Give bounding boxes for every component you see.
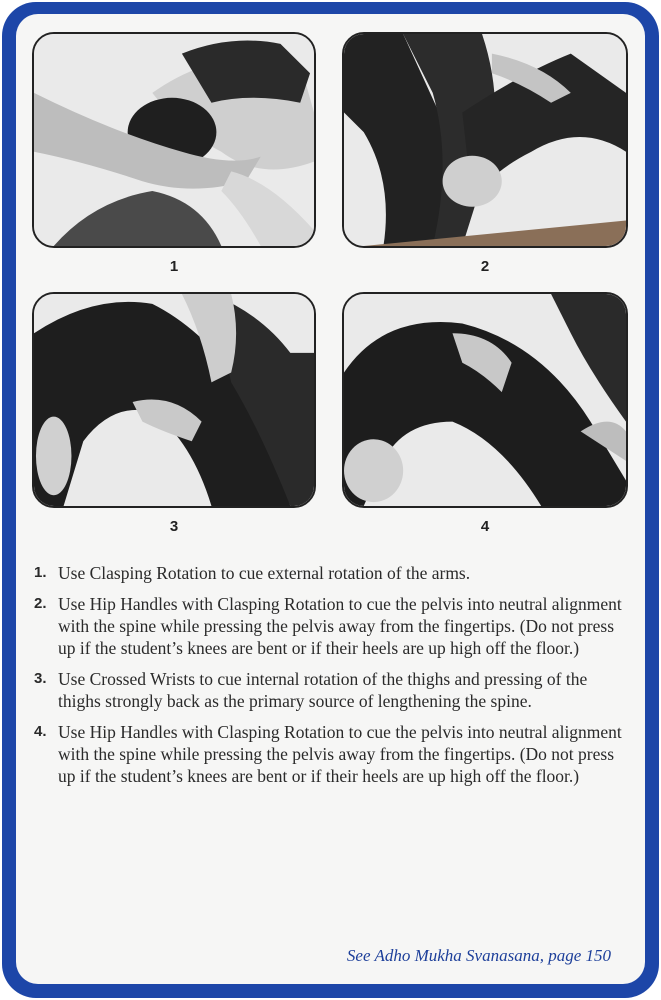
instruction-item [34, 668, 634, 712]
photo-1 [32, 32, 316, 248]
photo-label-1: 1 [169, 258, 179, 275]
instruction-number: 1. [34, 564, 47, 581]
photo-label-3: 3 [169, 518, 179, 535]
instruction-number: 4. [34, 723, 47, 740]
card [16, 14, 645, 984]
instruction-item [34, 593, 634, 659]
photo-label-2: 2 [480, 258, 490, 275]
instruction-text: Use Hip Handles with Clasping Rotation to cue the pelvis into neutral alignment with the spine while pressing the pelvis away from the fingertips. (Do not press up if the student’s knees are bent or if their heels are up high off the floor.) [58, 722, 622, 786]
instruction-list [34, 562, 634, 796]
photo-3 [32, 292, 316, 508]
instruction-number: 2. [34, 595, 47, 612]
instruction-text: Use Crossed Wrists to cue internal rotation of the thighs and pressing of the thighs strongly back as the primary source of lengthening the spine. [58, 669, 588, 711]
page-reference: See Adho Mukha Svanasana, page 150 [346, 946, 611, 965]
photo-label-4: 4 [480, 518, 490, 535]
instruction-item [34, 562, 634, 584]
instruction-item [34, 721, 634, 787]
instruction-text: Use Hip Handles with Clasping Rotation to cue the pelvis into neutral alignment with the spine while pressing the pelvis away from the fingertips. (Do not press up if the student’s knees are bent or if their heels are up high off the floor.) [58, 594, 622, 658]
photo-2 [342, 32, 628, 248]
instruction-number: 3. [34, 670, 47, 687]
instruction-text: Use Clasping Rotation to cue external rotation of the arms. [58, 563, 471, 583]
photo-4 [342, 292, 628, 508]
